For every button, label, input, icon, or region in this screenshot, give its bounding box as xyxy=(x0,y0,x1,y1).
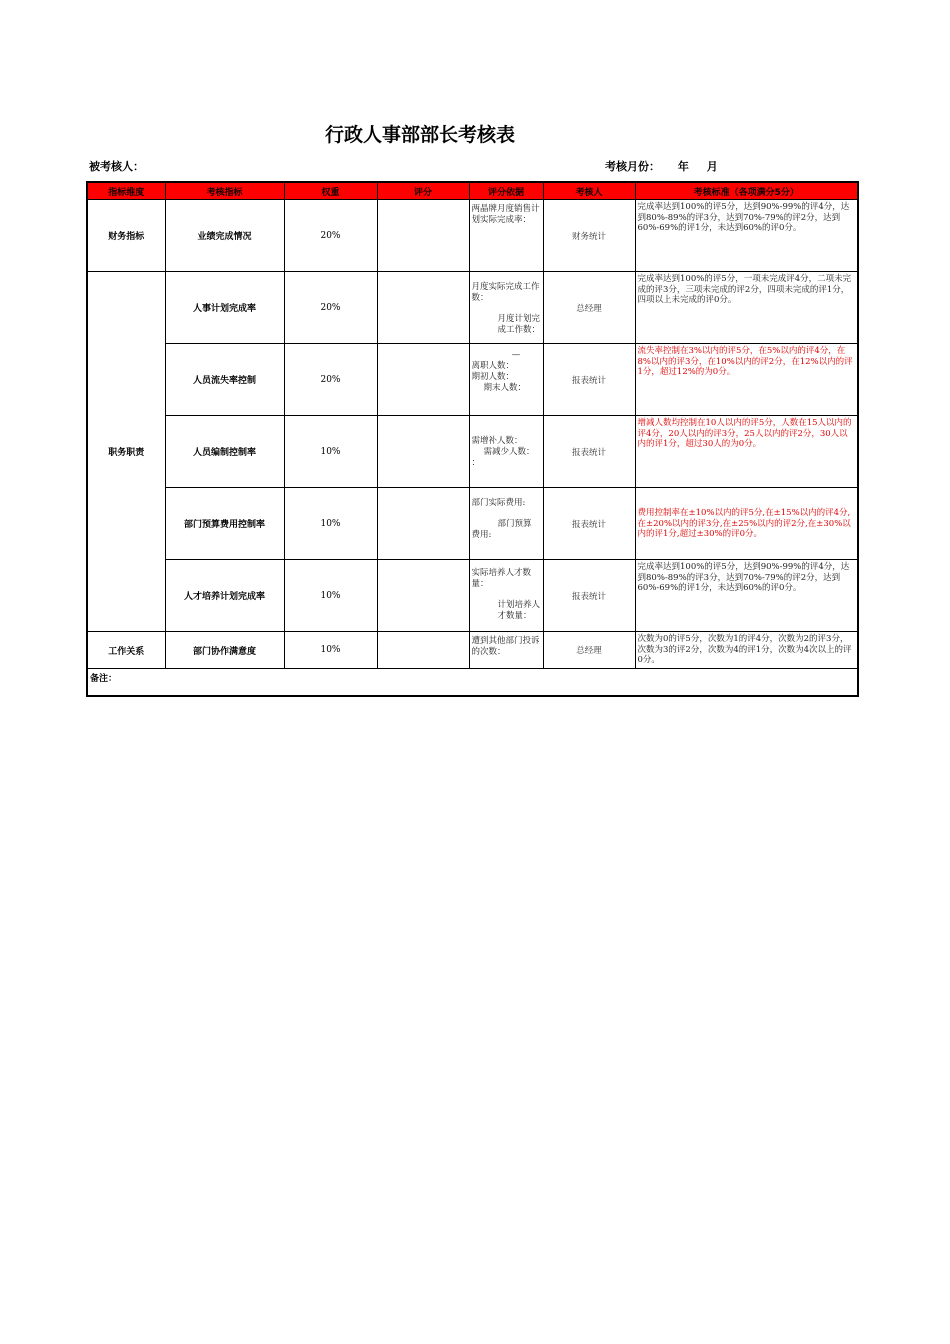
header-weight: 权重 xyxy=(284,182,377,200)
score-cell[interactable] xyxy=(377,488,469,560)
score-cell[interactable] xyxy=(377,416,469,488)
standard-cell: 完成率达到100%的评5分，达到90%-99%的评4分，达到80%-89%的评3分，达到70%-79%的评2分，达到60%-69%的评1分，未达到60%的评0分。 xyxy=(635,200,858,272)
table-row xyxy=(87,632,858,669)
year-unit: 年 xyxy=(677,160,689,173)
table-row xyxy=(87,560,858,632)
table-row xyxy=(87,200,858,272)
standard-cell: 流失率控制在3%以内的评5分，在5%以内的评4分，在8%以内的评3分，在10%以内的评2分，在12%以内的评1分，超过12%的为0分。 xyxy=(635,344,858,416)
indicator-cell: 人事计划完成率 xyxy=(165,272,284,344)
basis-text: 部门实际费用: xyxy=(471,498,526,508)
header-reviewer: 考核人 xyxy=(543,182,635,200)
basis-text: 部门预算 xyxy=(497,519,532,529)
basis-text: 需增补人数： xyxy=(471,436,523,446)
indicator-cell: 人员编制控制率 xyxy=(165,416,284,488)
indicator-cell: 部门预算费用控制率 xyxy=(165,488,284,560)
indicator-cell: 人员流失率控制 xyxy=(165,344,284,416)
reviewer-cell: 报表统计 xyxy=(543,560,635,632)
weight-cell: 10% xyxy=(284,560,377,632)
basis-text: 需减少人数： xyxy=(483,447,535,457)
weight-cell: 10% xyxy=(284,488,377,560)
assessee-label: 被考核人： xyxy=(89,160,144,173)
basis-text: 月度计划完成工作数： xyxy=(497,314,541,335)
assessment-table xyxy=(86,181,859,697)
header-basis: 评分依据 xyxy=(469,182,543,200)
basis-text: 离职人数： xyxy=(471,361,515,371)
header-score: 评分 xyxy=(377,182,469,200)
month-unit: 月 xyxy=(706,160,718,173)
indicator-cell: 部门协作满意度 xyxy=(165,632,284,669)
standard-cell: 次数为0的评5分，次数为1的评4分，次数为2的评3分，次数为3的评2分，次数为4的评1分，次数为4次以上的评0分。 xyxy=(635,632,858,669)
weight-cell: 20% xyxy=(284,272,377,344)
score-cell[interactable] xyxy=(377,560,469,632)
month-label: 考核月份： xyxy=(605,160,660,173)
basis-cell xyxy=(469,200,543,272)
dimension-cell: 职务职责 xyxy=(87,272,165,632)
weight-cell: 20% xyxy=(284,200,377,272)
table-row xyxy=(87,344,858,416)
note-cell[interactable]: 备注： xyxy=(87,669,858,697)
table-row xyxy=(87,272,858,344)
reviewer-cell: 财务统计 xyxy=(543,200,635,272)
basis-cell xyxy=(469,344,543,416)
basis-text: 月度实际完成工作数： xyxy=(471,282,540,303)
page-title: 行政人事部部长考核表 xyxy=(324,124,515,146)
basis-text: ： xyxy=(471,458,481,468)
basis-text: — xyxy=(511,350,521,360)
basis-cell xyxy=(469,488,543,560)
basis-text: 实际培养人才数量： xyxy=(471,568,532,589)
basis-text: 费用: xyxy=(471,530,492,540)
weight-cell: 10% xyxy=(284,416,377,488)
table-row xyxy=(87,488,858,560)
indicator-cell: 业绩完成情况 xyxy=(165,200,284,272)
score-cell[interactable] xyxy=(377,632,469,669)
standard-cell: 完成率达到100%的评5分，一项未完成评4分，二项未完成的评3分，三项未完成的评2分，四项未完成的评1分，四项以上未完成的评0分。 xyxy=(635,272,858,344)
header-standard: 考核标准（各项满分5分） xyxy=(635,182,858,200)
score-cell[interactable] xyxy=(377,272,469,344)
weight-cell: 10% xyxy=(284,632,377,669)
reviewer-cell: 总经理 xyxy=(543,632,635,669)
table-row xyxy=(87,416,858,488)
standard-cell: 费用控制率在±10%以内的评5分,在±15%以内的评4分,在±20%以内的评3分,在±25%以内的评2分,在±30%以内的评1分,超过±30%的评0分。 xyxy=(635,488,858,560)
basis-text: 遭到其他部门投诉的次数： xyxy=(471,636,540,657)
reviewer-cell: 报表统计 xyxy=(543,488,635,560)
score-cell[interactable] xyxy=(377,200,469,272)
assessment-month xyxy=(605,158,732,174)
reviewer-cell: 总经理 xyxy=(543,272,635,344)
note-row xyxy=(87,669,858,697)
weight-cell: 20% xyxy=(284,344,377,416)
dimension-cell: 财务指标 xyxy=(87,200,165,272)
score-cell[interactable] xyxy=(377,344,469,416)
standard-cell: 完成率达到100%的评5分，达到90%-99%的评4分，达到80%-89%的评3分，达到70%-79%的评2分，达到60%-69%的评1分，未达到60%的评0分。 xyxy=(635,560,858,632)
indicator-cell: 人才培养计划完成率 xyxy=(165,560,284,632)
header-row xyxy=(87,182,858,200)
reviewer-cell: 报表统计 xyxy=(543,344,635,416)
header-dimension: 指标维度 xyxy=(87,182,165,200)
basis-text: 计划培养人才数量： xyxy=(497,600,541,621)
basis-text: 期末人数： xyxy=(483,383,527,393)
basis-text: 期初人数： xyxy=(471,372,515,382)
basis-cell xyxy=(469,416,543,488)
header-indicator: 考核指标 xyxy=(165,182,284,200)
basis-text: 两晶牌月度销售计划实际完成率： xyxy=(471,204,540,225)
basis-cell xyxy=(469,272,543,344)
basis-cell xyxy=(469,632,543,669)
standard-cell: 增减人数均控制在10人以内的评5分，人数在15人以内的评4分，20人以内的评3分，25人以内的评2分，30人以内的评1分，超过30人的为0分。 xyxy=(635,416,858,488)
basis-cell xyxy=(469,560,543,632)
dimension-cell: 工作关系 xyxy=(87,632,165,669)
reviewer-cell: 报表统计 xyxy=(543,416,635,488)
